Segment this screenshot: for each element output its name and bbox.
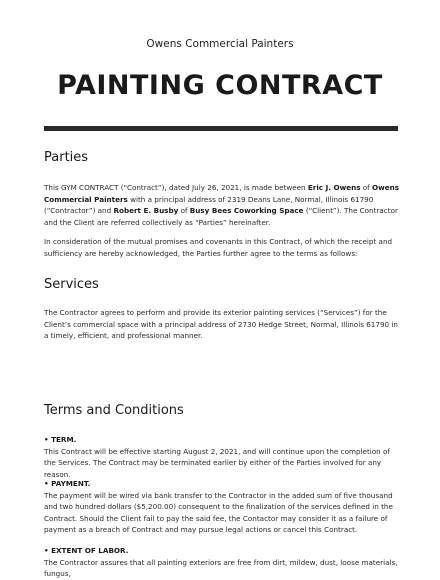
- payment-clause: [44, 478, 400, 536]
- title-divider: [44, 126, 398, 131]
- extent-clause: [44, 545, 400, 580]
- client-company: Busy Bees Coworking Space: [189, 206, 304, 216]
- document-title: PAINTING CONTRACT: [57, 70, 383, 101]
- contractor-company: Owens Commercial Painters: [44, 183, 400, 204]
- section-heading-parties: Parties: [44, 150, 89, 165]
- section-heading-terms: Terms and Conditions: [44, 403, 184, 418]
- contractor-name: Eric J. Owens: [307, 183, 361, 192]
- parties-paragraph-2: In consideration of the mutual promises and covenants in this Contract, of which the receipt and sufficiency are hereby acknowledged, the Parties further agree to the terms as follows:: [44, 237, 393, 258]
- term-body: This Contract will be effective starting August 2, 2021, and will continue upon the completion of the Services. The Contract may be terminated earlier by either of the Parties involved for any reason.: [44, 446, 390, 479]
- services-paragraph: The Contractor agrees to perform and provide its exterior painting services (“Services”) for the Client’s commercial space with a principal address of 2730 Hedge Street, Normal, Illinois 61790 in a timely, efficient, and professional manner.: [44, 308, 398, 341]
- client-name: Robert E. Busby: [113, 206, 179, 216]
- payment-body: The payment will be wired via bank transfer to the Contractor in the added sum of five thousand and two hundred dollars ($5,200.00) consequent to the finalization of the services defined in the Contract. Should the Client fail to pay the said fee, the Contactor may consider it as a failure of payment as a breach of Contract and may pursue legal actions or cancel this Contract.: [44, 490, 393, 535]
- term-heading: • TERM.: [44, 435, 77, 444]
- payment-heading: • PAYMENT.: [44, 479, 91, 488]
- extent-heading: • EXTENT OF LABOR.: [44, 546, 129, 555]
- company-name: Owens Commercial Painters: [146, 38, 294, 50]
- term-clause: [44, 434, 400, 480]
- section-heading-services: Services: [44, 277, 99, 292]
- parties-paragraph-1: This GYM CONTRACT (“Contract”), dated July 26, 2021, is made between Eric J. Owens of Owens Commercial Painters with a principal address of 2319 Deans Lane, Normal, Illinois 61790 (“Contractor”) and Robert E. Busby of Busy Bees Coworking Space (“Client”). The Contractor and the Client are referred collectively as “Parties” hereinafter.: [44, 183, 400, 227]
- extent-body: The Contractor assures that all painting exteriors are free from dirt, mildew, dust, loose materials, fungus,: [44, 557, 398, 579]
